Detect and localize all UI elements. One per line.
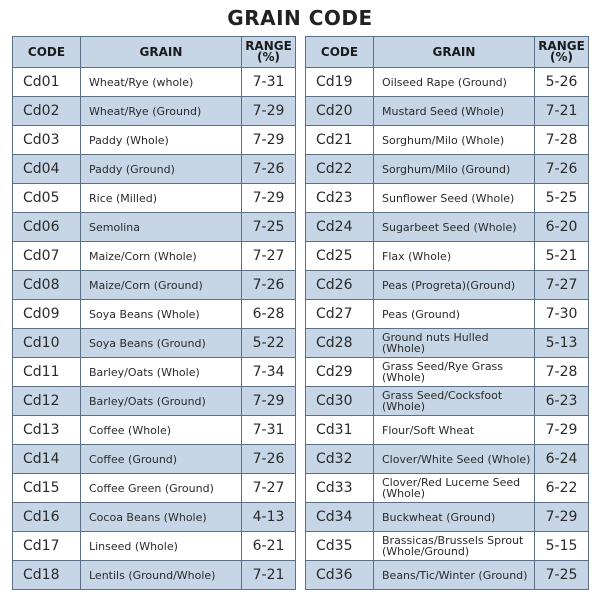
grain-name-cell: Beans/Tic/Winter (Ground) bbox=[374, 561, 535, 590]
grain-name-cell: Linseed (Whole) bbox=[81, 532, 242, 561]
grain-name-cell: Oilseed Rape (Ground) bbox=[374, 68, 535, 97]
table-row bbox=[13, 503, 296, 532]
grain-code-cell: Cd29 bbox=[306, 358, 374, 387]
grain-name-cell: Buckwheat (Ground) bbox=[374, 503, 535, 532]
grain-code-cell: Cd22 bbox=[306, 155, 374, 184]
grain-name-cell: Brassicas/Brussels Sprout (Whole/Ground) bbox=[374, 532, 535, 561]
grain-code-cell: Cd12 bbox=[13, 387, 81, 416]
grain-code-cell: Cd21 bbox=[306, 126, 374, 155]
grain-code-cell: Cd18 bbox=[13, 561, 81, 590]
moisture-range-cell: 7-29 bbox=[535, 503, 589, 532]
moisture-range-cell: 5-26 bbox=[535, 68, 589, 97]
grain-name-cell: Flour/Soft Wheat bbox=[374, 416, 535, 445]
moisture-range-cell: 5-22 bbox=[242, 329, 296, 358]
moisture-range-cell: 7-27 bbox=[242, 474, 296, 503]
header-row bbox=[306, 37, 589, 68]
grain-code-cell: Cd10 bbox=[13, 329, 81, 358]
table-row bbox=[306, 184, 589, 213]
grain-name-cell: Wheat/Rye (Ground) bbox=[81, 97, 242, 126]
moisture-range-cell: 7-26 bbox=[242, 271, 296, 300]
grain-name-cell: Rice (Milled) bbox=[81, 184, 242, 213]
grain-name-cell: Coffee (Whole) bbox=[81, 416, 242, 445]
table-row bbox=[306, 416, 589, 445]
grain-code-cell: Cd05 bbox=[13, 184, 81, 213]
moisture-range-cell: 7-26 bbox=[242, 445, 296, 474]
moisture-range-cell: 5-13 bbox=[535, 329, 589, 358]
table-row bbox=[13, 126, 296, 155]
grain-name-cell: Coffee (Ground) bbox=[81, 445, 242, 474]
grain-code-cell: Cd15 bbox=[13, 474, 81, 503]
grain-code-cell: Cd04 bbox=[13, 155, 81, 184]
table-row bbox=[13, 445, 296, 474]
grain-name-cell: Flax (Whole) bbox=[374, 242, 535, 271]
moisture-range-cell: 7-31 bbox=[242, 68, 296, 97]
grain-name-cell: Clover/White Seed (Whole) bbox=[374, 445, 535, 474]
grain-code-cell: Cd03 bbox=[13, 126, 81, 155]
grain-code-cell: Cd08 bbox=[13, 271, 81, 300]
table-row bbox=[13, 213, 296, 242]
grain-name-cell: Barley/Oats (Ground) bbox=[81, 387, 242, 416]
grain-code-cell: Cd33 bbox=[306, 474, 374, 503]
moisture-range-cell: 5-21 bbox=[535, 242, 589, 271]
grain-name-cell: Barley/Oats (Whole) bbox=[81, 358, 242, 387]
table-row bbox=[13, 300, 296, 329]
moisture-range-cell: 7-26 bbox=[535, 155, 589, 184]
code-header: CODE bbox=[13, 37, 81, 68]
grain-name-cell: Wheat/Rye (whole) bbox=[81, 68, 242, 97]
table-row bbox=[13, 416, 296, 445]
moisture-range-cell: 7-29 bbox=[535, 416, 589, 445]
grain-code-cell: Cd02 bbox=[13, 97, 81, 126]
grain-code-cell: Cd01 bbox=[13, 68, 81, 97]
moisture-range-cell: 6-28 bbox=[242, 300, 296, 329]
grain-name-cell: Soya Beans (Ground) bbox=[81, 329, 242, 358]
moisture-range-cell: 7-25 bbox=[535, 561, 589, 590]
grain-name-cell: Clover/Red Lucerne Seed (Whole) bbox=[374, 474, 535, 503]
table-row bbox=[306, 532, 589, 561]
grain-code-cell: Cd07 bbox=[13, 242, 81, 271]
moisture-range-cell: 7-21 bbox=[242, 561, 296, 590]
grain-name-cell: Grass Seed/Rye Grass (Whole) bbox=[374, 358, 535, 387]
table-row bbox=[306, 387, 589, 416]
grain-code-cell: Cd14 bbox=[13, 445, 81, 474]
grain-code-table-right bbox=[305, 36, 589, 590]
grain-name-cell: Ground nuts Hulled (Whole) bbox=[374, 329, 535, 358]
table-row bbox=[306, 329, 589, 358]
grain-name-cell: Soya Beans (Whole) bbox=[81, 300, 242, 329]
moisture-range-cell: 7-27 bbox=[535, 271, 589, 300]
range-header bbox=[535, 37, 589, 68]
table-row bbox=[306, 445, 589, 474]
grain-code-cell: Cd25 bbox=[306, 242, 374, 271]
grain-code-cell: Cd32 bbox=[306, 445, 374, 474]
grain-code-cell: Cd28 bbox=[306, 329, 374, 358]
table-row bbox=[306, 561, 589, 590]
table-row bbox=[13, 68, 296, 97]
grain-name-cell: Peas (Progreta)(Ground) bbox=[374, 271, 535, 300]
grain-code-cell: Cd13 bbox=[13, 416, 81, 445]
table-row bbox=[306, 213, 589, 242]
grain-code-cell: Cd31 bbox=[306, 416, 374, 445]
grain-name-cell: Maize/Corn (Ground) bbox=[81, 271, 242, 300]
grain-code-cell: Cd17 bbox=[13, 532, 81, 561]
moisture-range-cell: 7-28 bbox=[535, 358, 589, 387]
table-row bbox=[13, 561, 296, 590]
grain-name-cell: Sorghum/Milo (Ground) bbox=[374, 155, 535, 184]
grain-code-table-left bbox=[12, 36, 296, 590]
moisture-range-cell: 6-22 bbox=[535, 474, 589, 503]
moisture-range-cell: 7-30 bbox=[535, 300, 589, 329]
grain-code-cell: Cd06 bbox=[13, 213, 81, 242]
moisture-range-cell: 7-27 bbox=[242, 242, 296, 271]
grain-code-cell: Cd16 bbox=[13, 503, 81, 532]
moisture-range-cell: 6-24 bbox=[535, 445, 589, 474]
grain-name-cell: Coffee Green (Ground) bbox=[81, 474, 242, 503]
table-row bbox=[306, 97, 589, 126]
moisture-range-cell: 6-21 bbox=[242, 532, 296, 561]
range-header-unit: (%) bbox=[257, 50, 280, 64]
table-row bbox=[306, 242, 589, 271]
left-table-body bbox=[13, 68, 296, 590]
grain-name-cell: Sorghum/Milo (Whole) bbox=[374, 126, 535, 155]
grain-name-cell: Paddy (Whole) bbox=[81, 126, 242, 155]
grain-name-cell: Grass Seed/Cocksfoot (Whole) bbox=[374, 387, 535, 416]
table-row bbox=[306, 300, 589, 329]
grain-name-cell: Sugarbeet Seed (Whole) bbox=[374, 213, 535, 242]
range-header-unit: (%) bbox=[550, 50, 573, 64]
table-row bbox=[13, 155, 296, 184]
grain-code-cell: Cd30 bbox=[306, 387, 374, 416]
table-row bbox=[306, 68, 589, 97]
grain-code-cell: Cd36 bbox=[306, 561, 374, 590]
grain-name-cell: Lentils (Ground/Whole) bbox=[81, 561, 242, 590]
moisture-range-cell: 6-23 bbox=[535, 387, 589, 416]
grain-name-cell: Mustard Seed (Whole) bbox=[374, 97, 535, 126]
grain-code-cell: Cd20 bbox=[306, 97, 374, 126]
table-row bbox=[13, 329, 296, 358]
grain-name-cell: Cocoa Beans (Whole) bbox=[81, 503, 242, 532]
table-row bbox=[306, 358, 589, 387]
grain-name-cell: Paddy (Ground) bbox=[81, 155, 242, 184]
page-title: GRAIN CODE bbox=[227, 6, 373, 30]
table-row bbox=[306, 474, 589, 503]
grain-name-cell: Peas (Ground) bbox=[374, 300, 535, 329]
table-row bbox=[13, 532, 296, 561]
grain-code-cell: Cd34 bbox=[306, 503, 374, 532]
right-table-body bbox=[306, 68, 589, 590]
table-row bbox=[13, 184, 296, 213]
moisture-range-cell: 6-20 bbox=[535, 213, 589, 242]
grain-code-cell: Cd09 bbox=[13, 300, 81, 329]
table-row bbox=[306, 271, 589, 300]
moisture-range-cell: 7-34 bbox=[242, 358, 296, 387]
table-row bbox=[13, 358, 296, 387]
moisture-range-cell: 7-21 bbox=[535, 97, 589, 126]
table-row bbox=[306, 503, 589, 532]
grain-name-cell: Semolina bbox=[81, 213, 242, 242]
range-header-label: RANGE bbox=[245, 39, 292, 53]
range-header bbox=[242, 37, 296, 68]
grain-header: GRAIN bbox=[374, 37, 535, 68]
moisture-range-cell: 7-25 bbox=[242, 213, 296, 242]
code-header: CODE bbox=[306, 37, 374, 68]
table-row bbox=[306, 155, 589, 184]
table-row bbox=[13, 387, 296, 416]
grain-code-cell: Cd11 bbox=[13, 358, 81, 387]
table-row bbox=[13, 97, 296, 126]
moisture-range-cell: 7-31 bbox=[242, 416, 296, 445]
table-row bbox=[13, 271, 296, 300]
grain-name-cell: Sunflower Seed (Whole) bbox=[374, 184, 535, 213]
grain-code-cell: Cd35 bbox=[306, 532, 374, 561]
moisture-range-cell: 7-29 bbox=[242, 97, 296, 126]
grain-code-cell: Cd19 bbox=[306, 68, 374, 97]
header-row bbox=[13, 37, 296, 68]
moisture-range-cell: 5-25 bbox=[535, 184, 589, 213]
table-row bbox=[306, 126, 589, 155]
table-row bbox=[13, 474, 296, 503]
moisture-range-cell: 7-29 bbox=[242, 184, 296, 213]
moisture-range-cell: 7-29 bbox=[242, 126, 296, 155]
grain-code-cell: Cd23 bbox=[306, 184, 374, 213]
grain-name-cell: Maize/Corn (Whole) bbox=[81, 242, 242, 271]
table-row bbox=[13, 242, 296, 271]
moisture-range-cell: 7-28 bbox=[535, 126, 589, 155]
moisture-range-cell: 4-13 bbox=[242, 503, 296, 532]
range-header-label: RANGE bbox=[538, 39, 585, 53]
moisture-range-cell: 5-15 bbox=[535, 532, 589, 561]
moisture-range-cell: 7-29 bbox=[242, 387, 296, 416]
grain-header: GRAIN bbox=[81, 37, 242, 68]
grain-code-cell: Cd27 bbox=[306, 300, 374, 329]
grain-code-cell: Cd26 bbox=[306, 271, 374, 300]
moisture-range-cell: 7-26 bbox=[242, 155, 296, 184]
grain-code-cell: Cd24 bbox=[306, 213, 374, 242]
